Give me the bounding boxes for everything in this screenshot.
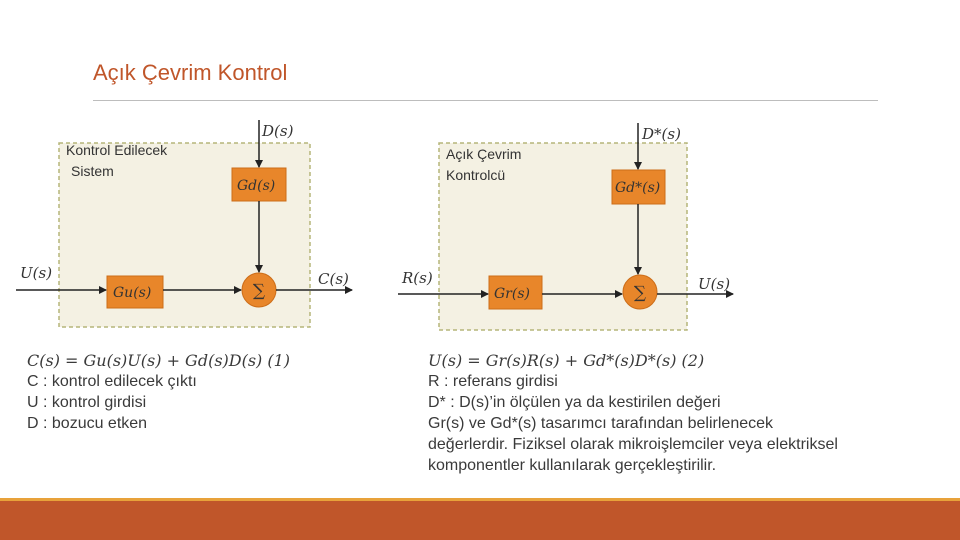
gd-star-block-label: Gd*(s) [615, 180, 661, 196]
right-diagram [398, 123, 733, 330]
slide-title: Açık Çevrim Kontrol [93, 60, 288, 85]
legend-line-gr-gd: Gr(s) ve Gd*(s) tasarımcı tarafından belirlenecek [428, 415, 774, 432]
left-explanation [27, 350, 290, 434]
output-u-label: U(s) [698, 275, 731, 293]
gu-block-label: Gu(s) [113, 285, 152, 301]
legend-line-physical-1: değerlerdir. Fiziksel olarak mikroişlemciler veya elektriksel [428, 436, 838, 453]
equation-2: U(s) = Gr(s)R(s) + Gd*(s)D*(s) (2) [428, 351, 705, 370]
footer-bar [0, 501, 960, 540]
right-panel-caption-1: Açık Çevrim [446, 146, 522, 162]
left-diagram [16, 120, 352, 327]
right-explanation [428, 350, 838, 476]
input-d-star-label: D*(s) [642, 125, 681, 143]
gr-block-label: Gr(s) [494, 286, 530, 302]
legend-line-d-star: D* : D(s)’in ölçülen ya da kestirilen değeri [428, 394, 721, 411]
legend-line-d: D : bozucu etken [27, 415, 148, 432]
input-d-label: D(s) [262, 122, 294, 140]
input-r-label: R(s) [402, 269, 433, 287]
legend-line-c: C : kontrol edilecek çıktı [27, 373, 197, 390]
left-sum-symbol: ∑ [252, 281, 266, 301]
gd-block-label: Gd(s) [237, 178, 276, 194]
legend-line-r: R : referans girdisi [428, 373, 558, 390]
left-panel-caption-2: Sistem [71, 163, 114, 179]
legend-line-physical-2: komponentler kullanılarak gerçekleştirilir. [428, 457, 717, 474]
right-panel-caption-2: Kontrolcü [446, 167, 506, 183]
output-c-label: C(s) [318, 270, 349, 288]
right-sum-symbol: ∑ [633, 283, 647, 303]
legend-line-u: U : kontrol girdisi [27, 394, 147, 411]
left-panel-caption-1: Kontrol Edilecek [66, 142, 168, 158]
equation-1: C(s) = Gu(s)U(s) + Gd(s)D(s) (1) [27, 351, 291, 370]
input-u-label: U(s) [20, 264, 53, 282]
